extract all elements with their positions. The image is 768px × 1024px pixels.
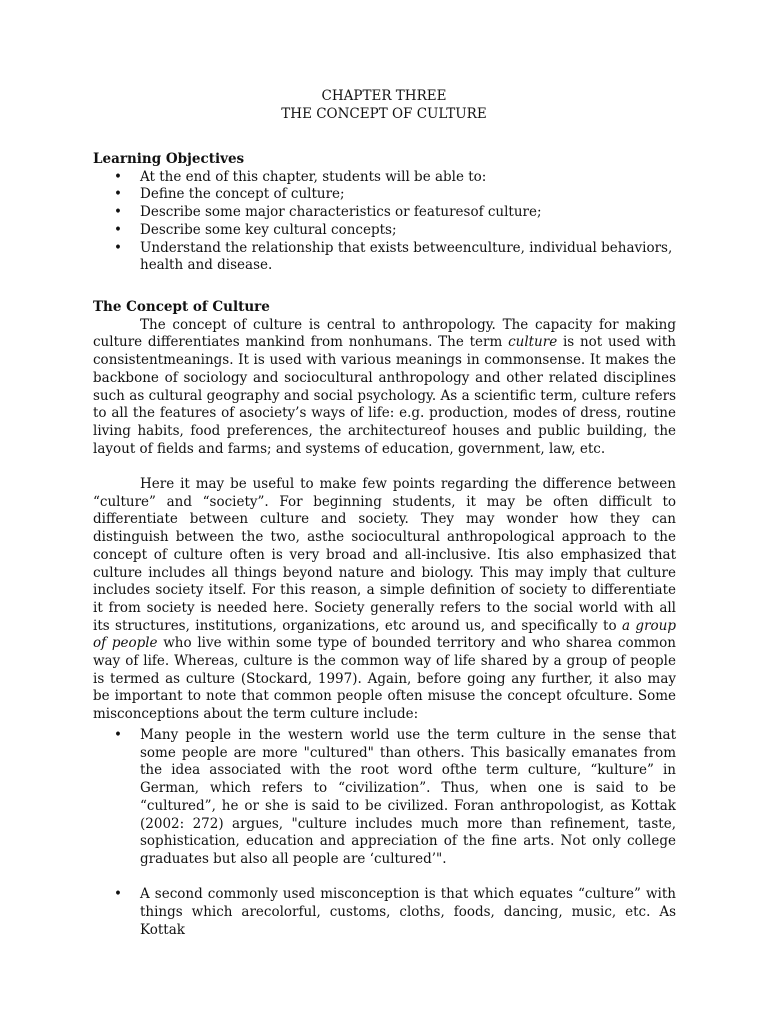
list-item-text: A second commonly used misconception is that which equates “culture” with things which arecolorful, customs, cloths, foods, dancing, music, etc. As Kottak [140,886,676,938]
list-item-text: Many people in the western world use the term culture in the sense that some people are more "cultured" than others. This basically emanates from the idea associated with the root word ofthe term culture, “kulture” in German, which refers to “civilization”. Thus, when one is said to be “cultured”, he or she is said to be civilized. Foran anthropologist, as Kottak (2002: 272) argues, "culture includes much more than refinement, taste, sophistication, education and appreciation of the fine arts. Not only college graduates but also all people are ‘cultured’". [140,727,676,867]
concept-section [93,299,676,458]
chapter-title: THE CONCEPT OF CULTURE [281,106,487,122]
concept-section-continued [93,476,676,724]
list-item-text: At the end of this chapter, students will be able to: [140,168,487,185]
bullet-icon: • [114,727,122,743]
list-item-text: Understand the relationship that exists betweenculture, individual behaviors, health and disease. [140,239,673,274]
bullet-icon: • [114,239,122,256]
list-item [93,169,676,187]
paragraph-emphasis: a group of people [93,617,676,652]
list-item-text: Describe some major characteristics or featuresof culture; [140,204,542,221]
misconceptions-list [93,727,676,939]
chapter-heading [0,87,768,123]
bullet-icon: • [114,186,122,203]
concept-paragraph-2 [93,476,676,724]
list-item [93,222,676,240]
concept-paragraph-1 [93,317,676,459]
list-item [93,204,676,222]
learning-objectives-title: Learning Objectives [93,151,245,167]
bullet-icon: • [114,221,122,238]
misconceptions-section [93,727,676,939]
list-item [93,727,676,869]
objectives-list [93,169,676,275]
list-item [93,240,676,275]
list-item-text: Define the concept of culture; [140,186,345,203]
chapter-number: CHAPTER THREE [321,88,447,104]
paragraph-text: The concept of culture is central to anthropology. The capacity for making culture differentiates mankind from nonhumans. The term [93,316,676,351]
paragraph-emphasis: culture [508,334,558,351]
bullet-icon: • [114,204,122,221]
list-item-text: Describe some key cultural concepts; [140,221,397,238]
paragraph-text: is not used with consistentmeanings. It is used with various meanings in commonsense. It makes the backbone of sociology and sociocultural anthropology and other related disciplines such as cultural geography and social psychology. As a scientific term, culture refers to all the features of asociety’s ways of life: e.g. production, modes of dress, routine living habits, food preferences, the architectureof houses and public building, the layout of fields and farms; and systems of education, government, law, etc. [93,334,676,457]
bullet-icon: • [114,168,122,185]
bullet-icon: • [114,886,122,903]
list-item [93,886,676,939]
paragraph-text: who live within some type of bounded territory and who sharea common way of life. Whereas, culture is the common way of life shared by a group of people is termed as culture (Stockard, 1997). Again, before going any further, it also may be important to note that common people often misuse the concept ofculture. Some misconceptions about the term culture include: [93,635,677,723]
list-item [93,186,676,204]
learning-objectives-section [93,151,676,275]
concept-title: The Concept of Culture [93,299,270,315]
paragraph-text: Here it may be useful to make few points regarding the difference between “culture” and “society”. For beginning students, it may be often difficult to differentiate between culture and society. They may wonder how they can distinguish between the two, asthe sociocultural anthropological approach to the concept of culture often is very broad and all-inclusive. Itis also emphasized that culture includes all things beyond nature and biology. This may imply that culture includes society itself. For this reason, a simple definition of society to differentiate it from society is needed here. Society generally refers to the social world with all its structures, institutions, organizations, etc around us, and specifically to [93,476,676,634]
